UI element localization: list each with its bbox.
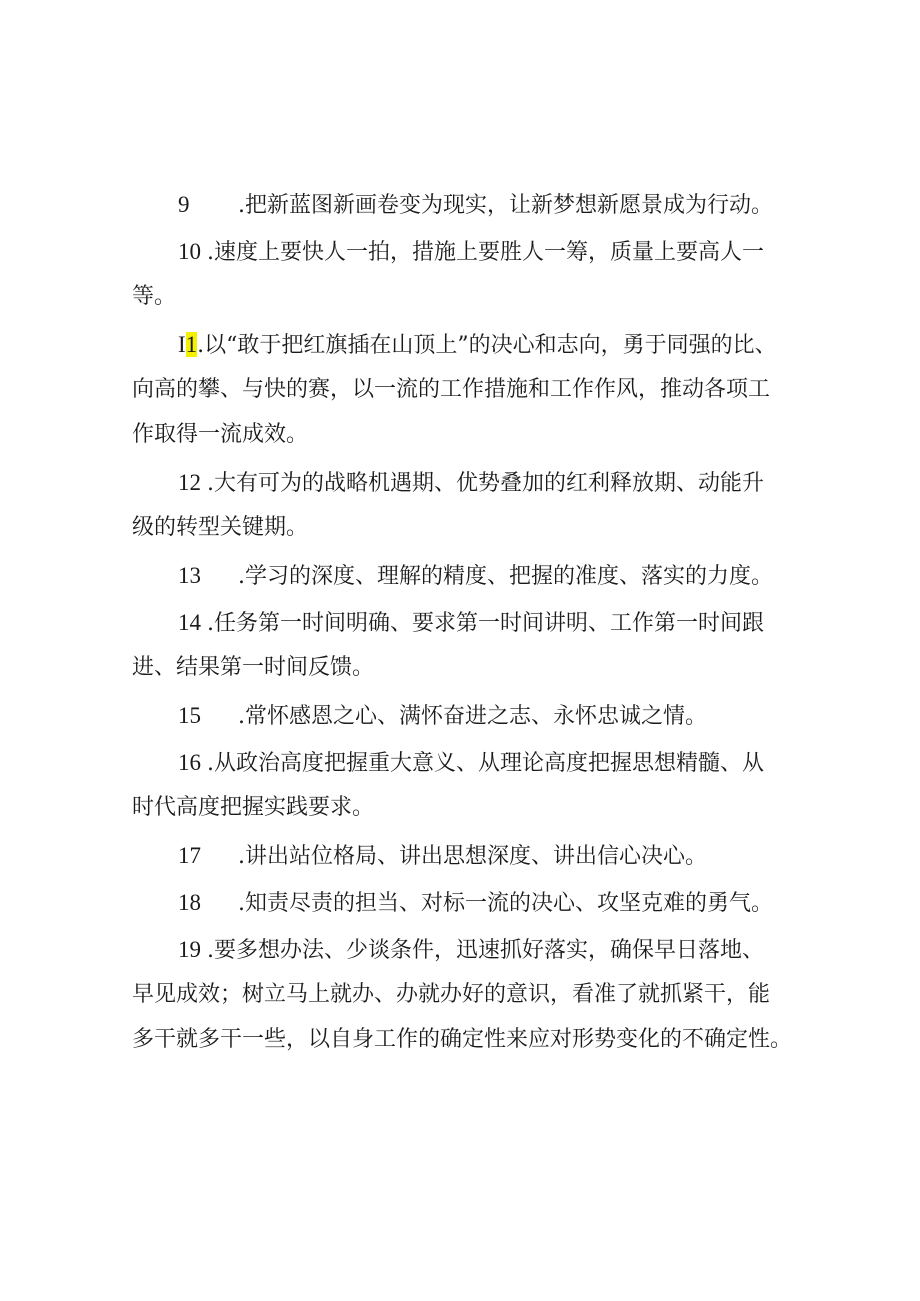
list-item-15 xyxy=(132,693,804,738)
item-number: 10 xyxy=(178,239,201,264)
item-line xyxy=(132,322,804,367)
item-number: 19 xyxy=(178,937,201,962)
item-line: 多干就多干一些，以自身工作的确定性来应对形势变化的不确定性。 xyxy=(132,1027,793,1052)
item-line xyxy=(132,693,804,738)
item-text: .任务第一时间明确、要求第一时间讲明、工作第一时间跟 xyxy=(207,611,764,636)
item-line: 时代高度把握实践要求。 xyxy=(132,795,375,820)
item-number: 9 xyxy=(178,192,190,217)
item-line: 进、结果第一时间反馈。 xyxy=(132,655,375,680)
item-line xyxy=(132,833,804,878)
item-line xyxy=(132,600,804,645)
item-number: 15 xyxy=(178,703,201,728)
item-number: 12 xyxy=(178,470,201,495)
item-text: .知责尽责的担当、对标一流的决心、攻坚克难的勇气。 xyxy=(238,891,773,916)
list-item-12 xyxy=(132,460,804,550)
item-text: .大有可为的战略机遇期、优势叠加的红利释放期、动能升 xyxy=(207,471,764,496)
list-item-16 xyxy=(132,740,804,830)
item-text: .学习的深度、理解的精度、把握的准度、落实的力度。 xyxy=(238,564,773,589)
list-item-14 xyxy=(132,600,804,690)
item-line xyxy=(132,880,804,925)
item-number: 16 xyxy=(178,750,201,775)
item-text: .常怀感恩之心、满怀奋进之志、永怀忠诚之情。 xyxy=(238,704,707,729)
item-line: 级的转型关键期。 xyxy=(132,515,309,540)
item-text: .要多想办法、少谈条件，迅速抓好落实，确保早日落地、 xyxy=(207,938,764,963)
item-line xyxy=(132,927,804,972)
item-number: 17 xyxy=(178,843,201,868)
item-line xyxy=(132,553,804,598)
list-item-17 xyxy=(132,833,804,878)
list-item-11 xyxy=(132,322,804,457)
highlighted-digit: 1 xyxy=(185,332,198,357)
item-line: 等。 xyxy=(132,284,177,309)
item-text: .从政治高度把握重大意义、从理论高度把握思想精髓、从 xyxy=(207,751,764,776)
item-text: .把新蓝图新画卷变为现实，让新梦想新愿景成为行动。 xyxy=(238,193,773,218)
item-line: 早见成效；树立马上就办、办就办好的意识，看准了就抓紧干，能 xyxy=(132,982,771,1007)
item-line xyxy=(132,740,804,785)
item-line xyxy=(132,460,804,505)
list-item-9 xyxy=(132,182,804,227)
list-item-10 xyxy=(132,229,804,319)
item-text: .讲出站位格局、讲出思想深度、讲出信心决心。 xyxy=(238,844,707,869)
list-item-18 xyxy=(132,880,804,925)
item-text: .速度上要快人一拍，措施上要胜人一筹，质量上要高人一 xyxy=(207,240,764,265)
item-line: 向高的攀、与快的赛，以一流的工作措施和工作作风，推动各项工 xyxy=(132,377,771,402)
item-number-part: I xyxy=(178,332,186,357)
list-item-19 xyxy=(132,927,804,1062)
item-number xyxy=(178,322,197,367)
item-number: 13 xyxy=(178,563,201,588)
item-number: 18 xyxy=(178,890,201,915)
item-text: .以“敢于把红旗插在山顶上”的决心和志向，勇于同强的比、 xyxy=(197,333,777,358)
item-line xyxy=(132,229,804,274)
item-line xyxy=(132,182,804,227)
item-number: 14 xyxy=(178,610,201,635)
list-item-13 xyxy=(132,553,804,598)
item-line: 作取得一流成效。 xyxy=(132,422,309,447)
